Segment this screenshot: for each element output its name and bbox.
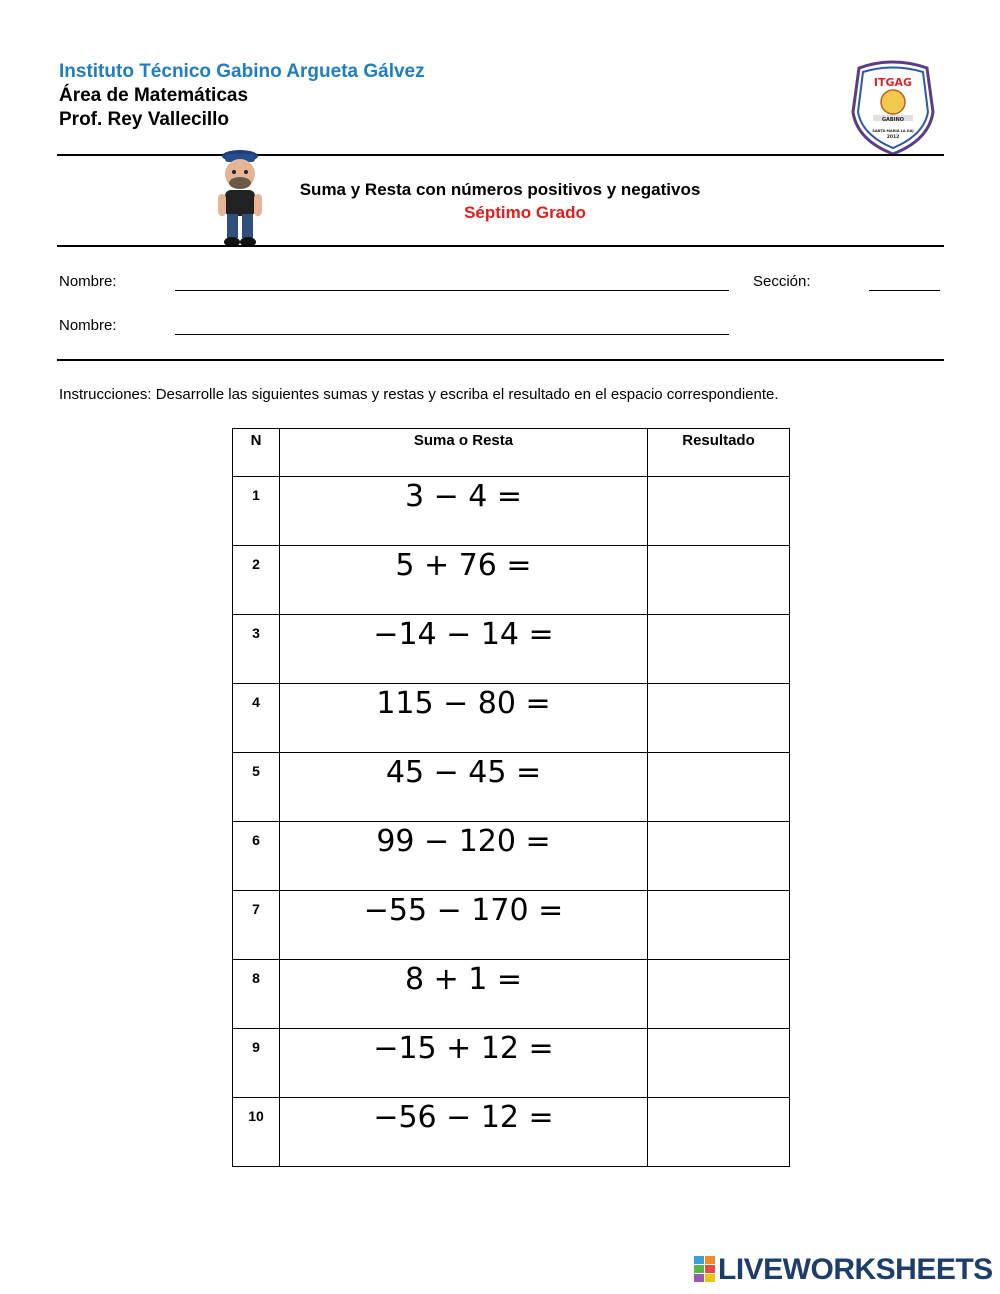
result-answer-cell[interactable] — [648, 822, 790, 891]
row-expression: 3 − 4 = — [280, 477, 648, 546]
table-row — [233, 822, 790, 891]
result-answer-cell[interactable] — [648, 753, 790, 822]
liveworksheets-text: LIVEWORKSHEETS — [718, 1253, 993, 1286]
result-answer-cell[interactable] — [648, 684, 790, 753]
liveworksheets-logo-icon — [694, 1256, 716, 1282]
result-answer-cell[interactable] — [648, 960, 790, 1029]
logo-place: SANTA MARIA LA GAJ — [872, 129, 914, 133]
divider-middle — [57, 245, 944, 247]
name-label-2: Nombre: — [59, 317, 117, 334]
result-answer-cell[interactable] — [648, 615, 790, 684]
table-row — [233, 1029, 790, 1098]
row-number: 8 — [233, 960, 280, 1029]
table-row — [233, 546, 790, 615]
section-label: Sección: — [753, 273, 811, 290]
table-row — [233, 684, 790, 753]
row-number: 10 — [233, 1098, 280, 1167]
teacher-name: Prof. Rey Vallecillo — [59, 109, 230, 130]
row-number: 6 — [233, 822, 280, 891]
table-row — [233, 477, 790, 546]
worksheet-grade: Séptimo Grado — [464, 203, 586, 222]
row-expression: 99 − 120 = — [280, 822, 648, 891]
table-header-row — [233, 429, 790, 477]
row-number: 2 — [233, 546, 280, 615]
subject-area: Área de Matemáticas — [59, 85, 249, 106]
logo-name: GABINO — [881, 117, 905, 123]
header-n: N — [233, 429, 280, 477]
table-row — [233, 615, 790, 684]
worksheet-title: Suma y Resta con números positivos y negativos — [299, 180, 701, 199]
header-operation: Suma o Resta — [280, 429, 648, 477]
school-logo — [851, 60, 935, 156]
exercise-table — [232, 428, 790, 1167]
logo-title: ITGAG — [873, 76, 913, 89]
row-expression: 8 + 1 = — [280, 960, 648, 1029]
table-row — [233, 891, 790, 960]
teacher-mascot-image — [213, 150, 267, 248]
result-answer-cell[interactable] — [648, 1029, 790, 1098]
row-number: 3 — [233, 615, 280, 684]
table-row — [233, 960, 790, 1029]
row-number: 9 — [233, 1029, 280, 1098]
row-expression: 115 − 80 = — [280, 684, 648, 753]
table-row — [233, 1098, 790, 1167]
result-answer-cell[interactable] — [648, 891, 790, 960]
row-expression: 5 + 76 = — [280, 546, 648, 615]
row-number: 7 — [233, 891, 280, 960]
divider-top — [57, 154, 944, 156]
name-field-2[interactable] — [175, 334, 729, 335]
logo-year: 2012 — [886, 135, 900, 140]
divider-bottom — [57, 359, 944, 361]
school-name: Instituto Técnico Gabino Argueta Gálvez — [59, 61, 425, 82]
instructions: Instrucciones: Desarrolle las siguientes sumas y restas y escriba el resultado en el espacio correspondiente. — [59, 386, 779, 403]
name-field-1[interactable] — [175, 290, 729, 291]
result-answer-cell[interactable] — [648, 477, 790, 546]
row-expression: −56 − 12 = — [280, 1098, 648, 1167]
row-number: 1 — [233, 477, 280, 546]
section-field[interactable] — [869, 290, 940, 291]
header-result: Resultado — [648, 429, 790, 477]
table-row — [233, 753, 790, 822]
result-answer-cell[interactable] — [648, 1098, 790, 1167]
row-expression: 45 − 45 = — [280, 753, 648, 822]
row-expression: −14 − 14 = — [280, 615, 648, 684]
row-number: 5 — [233, 753, 280, 822]
result-answer-cell[interactable] — [648, 546, 790, 615]
name-label-1: Nombre: — [59, 273, 117, 290]
row-expression: −55 − 170 = — [280, 891, 648, 960]
row-expression: −15 + 12 = — [280, 1029, 648, 1098]
row-number: 4 — [233, 684, 280, 753]
